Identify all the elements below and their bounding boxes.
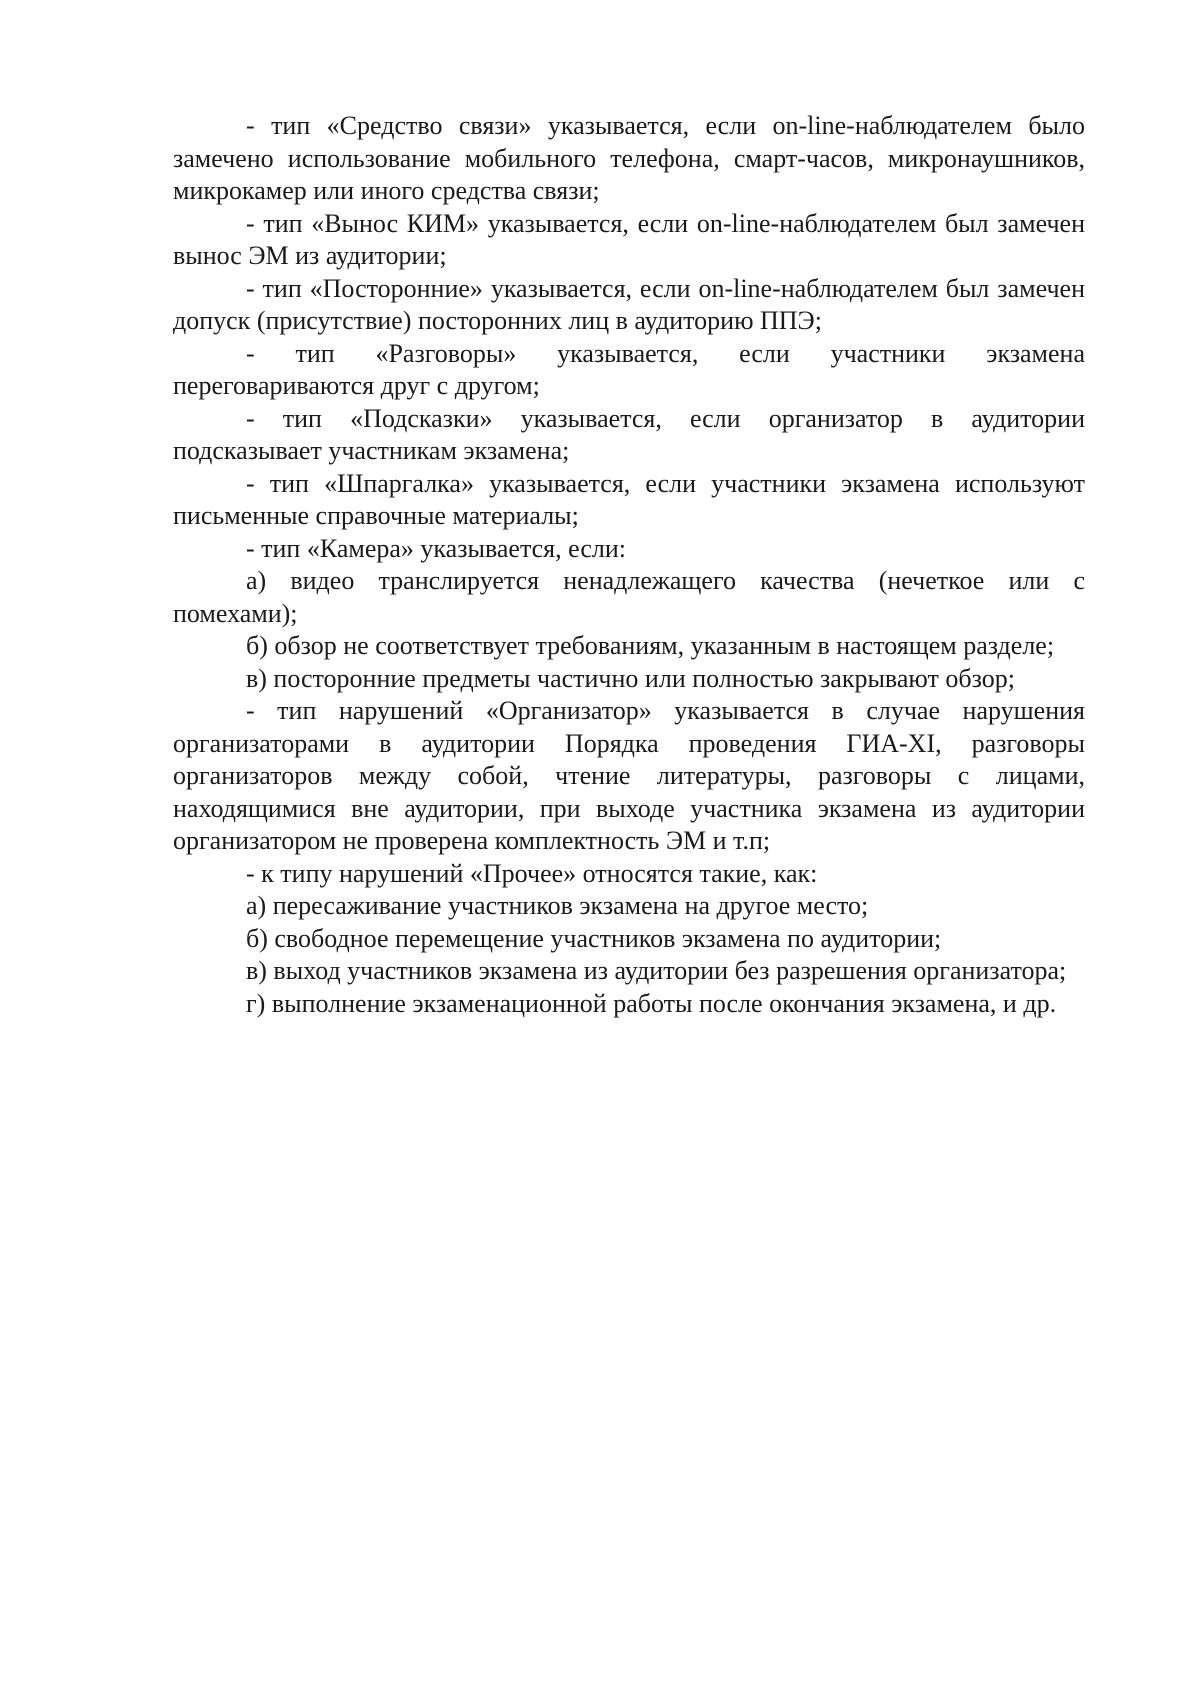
paragraph-prompts: - тип «Подсказки» указывается, если организатор в аудитории подсказывает участникам экзамена; — [173, 403, 1085, 465]
paragraph-camera: - тип «Камера» указывается, если: — [246, 533, 626, 563]
paragraph-camera-b: б) обзор не соответствует требованиям, указанным в настоящем разделе; — [246, 631, 1055, 660]
document-body — [173, 110, 1085, 1020]
paragraph-other-a: а) пересаживание участников экзамена на другое место; — [246, 891, 869, 920]
paragraph-camera-c: в) посторонние предметы частично или полностью закрывают обзор; — [246, 663, 1015, 693]
paragraph-outsiders: - тип «Посторонние» указывается, если on-line-наблюдателем был замечен допуск (присутствие) посторонних лиц в аудиторию ППЭ; — [173, 273, 1085, 335]
paragraph-other-c: в) выход участников экзамена из аудитории без разрешения организатора; — [246, 956, 1067, 985]
paragraph-other-b: б) свободное перемещение участников экзамена по аудитории; — [246, 923, 942, 953]
paragraph-conversations: - тип «Разговоры» указывается, если участники экзамена переговариваются друг с другом; — [173, 338, 1085, 400]
paragraph-other: - к типу нарушений «Прочее» относятся такие, как: — [246, 858, 818, 888]
paragraph-camera-a: а) видео транслируется ненадлежащего качества (нечеткое или с помехами); — [173, 566, 1085, 628]
paragraph-organizer: - тип нарушений «Организатор» указывается в случае нарушения организаторами в аудитории Порядка проведения ГИА-XI, разговоры организаторов между собой, чтение литературы, разговоры с лицами, находящимися вне аудитории, при выходе участника экзамена из аудитории организатором не проверена комплектность ЭМ и т.п; — [173, 696, 1085, 855]
paragraph-kim-removal: - тип «Вынос КИМ» указывается, если on-line-наблюдателем был замечен вынос ЭМ из аудитории; — [173, 208, 1085, 270]
paragraph-other-d: г) выполнение экзаменационной работы после окончания экзамена, и др. — [246, 988, 1057, 1018]
paragraph-cheat-sheet: - тип «Шпаргалка» указывается, если участники экзамена используют письменные справочные материалы; — [173, 468, 1085, 530]
paragraph-communication-device: - тип «Средство связи» указывается, если on-line-наблюдателем было замечено использование мобильного телефона, смарт-часов, микронаушников, микрокамер или иного средства связи; — [173, 111, 1085, 205]
